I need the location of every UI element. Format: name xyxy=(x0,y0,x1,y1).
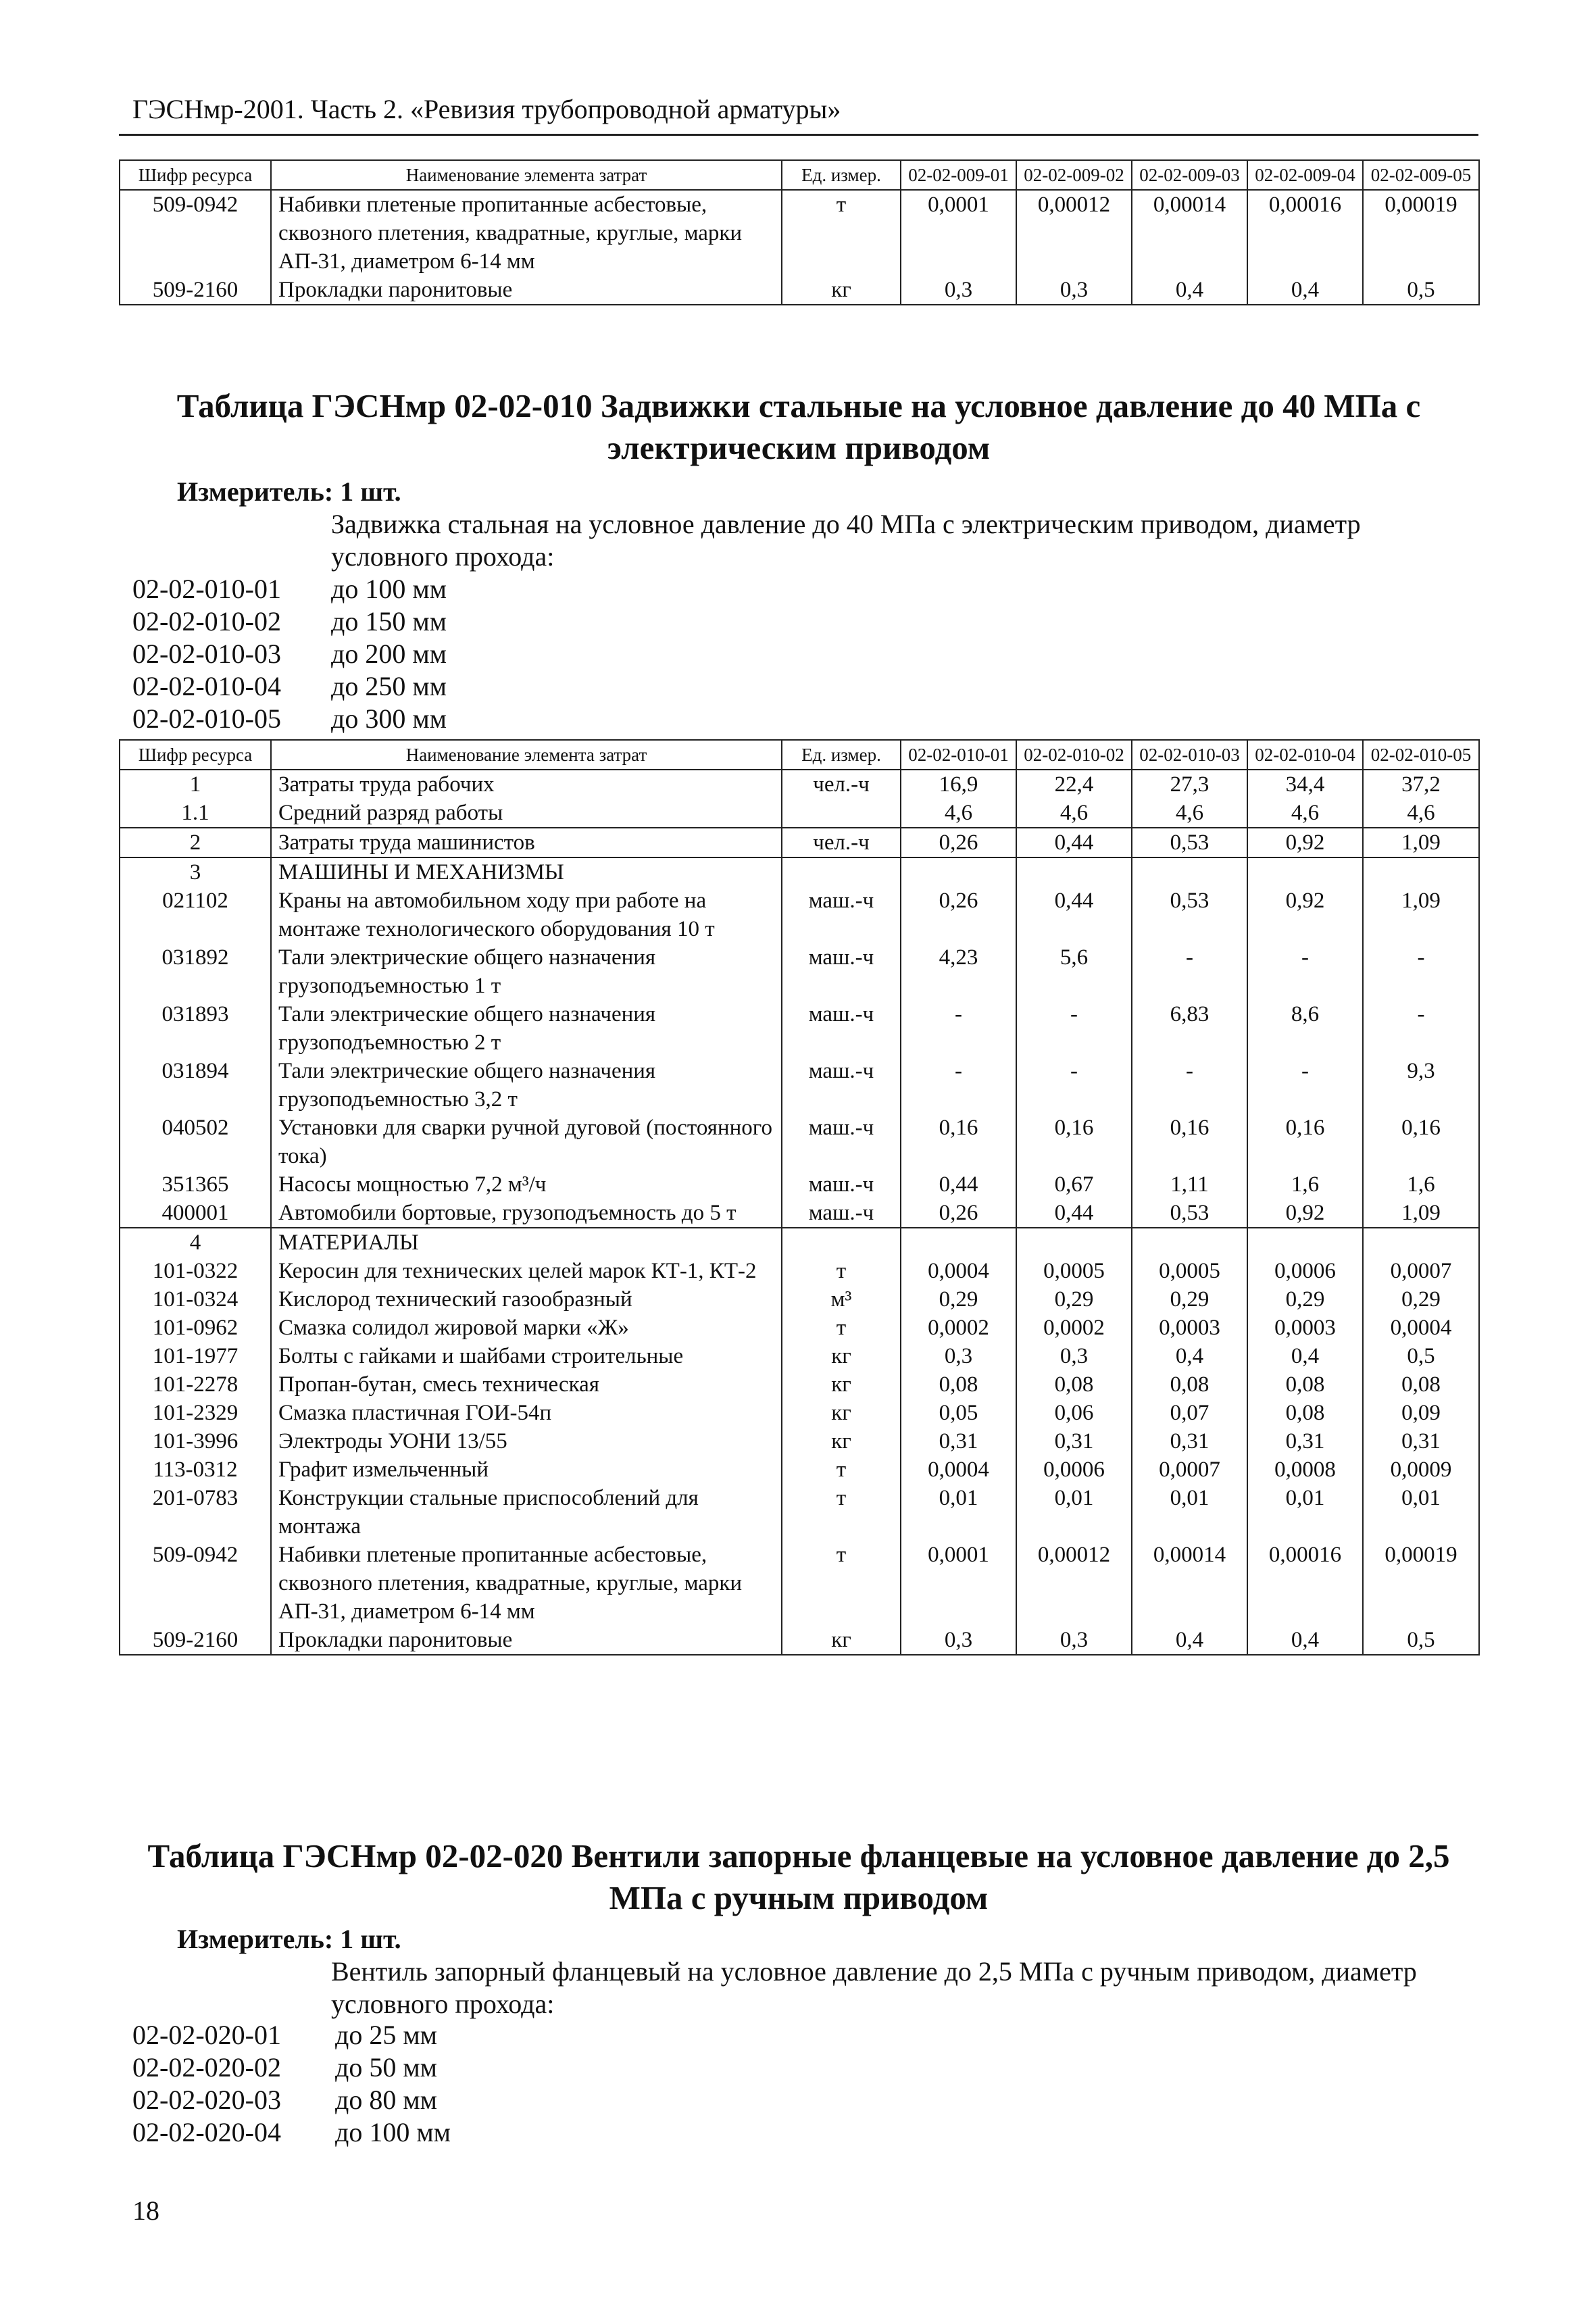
variant-item xyxy=(132,703,447,735)
cell-name: Конструкции стальные приспособлений для монтажа xyxy=(271,1484,782,1541)
cell-unit: кг xyxy=(782,1399,901,1427)
cell-value: 4,6 xyxy=(901,799,1016,828)
cell-value: 6,83 xyxy=(1132,1000,1247,1057)
table-row xyxy=(120,1000,1479,1057)
cell-name: Смазка пластичная ГОИ-54п xyxy=(271,1399,782,1427)
cell-value: 4,6 xyxy=(1363,799,1479,828)
cell-name: Затраты труда рабочих xyxy=(271,770,782,799)
cell-unit: чел.-ч xyxy=(782,770,901,799)
cell-code: 101-3996 xyxy=(120,1427,271,1455)
table-row xyxy=(120,857,1479,887)
variant-item xyxy=(132,2084,451,2116)
cell-value: 0,00012 xyxy=(1016,1541,1132,1626)
cell-value: - xyxy=(1247,943,1363,1000)
cell-value: - xyxy=(901,1057,1016,1114)
cell-unit: кг xyxy=(782,1370,901,1399)
cell-value: 0,08 xyxy=(1363,1370,1479,1399)
cell-code: 509-0942 xyxy=(120,190,271,276)
cell-code: 101-0322 xyxy=(120,1257,271,1285)
variant-label: до 80 мм xyxy=(335,2085,437,2115)
cell-value: 0,44 xyxy=(1016,828,1132,857)
cell-unit: чел.-ч xyxy=(782,828,901,857)
cell-value: 0,00016 xyxy=(1247,190,1363,276)
cell-value: 0,0004 xyxy=(1363,1314,1479,1342)
cell-value: 34,4 xyxy=(1247,770,1363,799)
table-row xyxy=(120,190,1479,276)
cell-unit: маш.-ч xyxy=(782,887,901,943)
cell-name: Набивки плетеные пропитанные асбестовые, сквозного плетения, квадратные, круглые, марки АП-31, диаметром 6-14 мм xyxy=(271,190,782,276)
table-row xyxy=(120,1170,1479,1199)
cell-value xyxy=(1247,857,1363,887)
cell-value: 0,01 xyxy=(1247,1484,1363,1541)
variant-label: до 100 мм xyxy=(335,2117,451,2147)
cell-code: 351365 xyxy=(120,1170,271,1199)
cell-code: 021102 xyxy=(120,887,271,943)
cell-value: 0,44 xyxy=(901,1170,1016,1199)
table-row xyxy=(120,1285,1479,1314)
cell-value: 0,08 xyxy=(1016,1370,1132,1399)
cell-name: Тали электрические общего назначения грузоподъемностью 1 т xyxy=(271,943,782,1000)
cell-name: Смазка солидол жировой марки «Ж» xyxy=(271,1314,782,1342)
cell-value: 37,2 xyxy=(1363,770,1479,799)
cell-value: 0,01 xyxy=(1363,1484,1479,1541)
variant-item xyxy=(132,2116,451,2149)
table-row xyxy=(120,887,1479,943)
cell-name: Установки для сварки ручной дуговой (постоянного тока) xyxy=(271,1114,782,1170)
cell-code: 509-0942 xyxy=(120,1541,271,1626)
cell-code: 113-0312 xyxy=(120,1455,271,1484)
cell-value: 0,92 xyxy=(1247,887,1363,943)
cell-value: 0,01 xyxy=(1016,1484,1132,1541)
col-header-variant: 02-02-010-04 xyxy=(1247,740,1363,770)
table-row xyxy=(120,828,1479,857)
cell-name: Краны на автомобильном ходу при работе на монтаже технологического оборудования 10 т xyxy=(271,887,782,943)
cell-value: 0,0007 xyxy=(1363,1257,1479,1285)
variant-label: до 25 мм xyxy=(335,2020,437,2050)
cell-value: 0,01 xyxy=(1132,1484,1247,1541)
cell-code: 101-1977 xyxy=(120,1342,271,1370)
section-description: Задвижка стальная на условное давление до 40 МПа с электрическим приводом, диаметр условного прохода: xyxy=(331,509,1361,572)
measurer-label: Измеритель: 1 шт. xyxy=(177,1924,401,1954)
cell-code: 3 xyxy=(120,857,271,887)
section-title-02-02-020: Таблица ГЭСНмр 02-02-020 Вентили запорные фланцевые на условное давление до 2,5 МПа с ручным приводом xyxy=(147,1837,1450,1916)
running-header: ГЭСНмр-2001. Часть 2. «Ревизия трубопроводной арматуры» xyxy=(132,94,841,124)
cell-value: 0,0007 xyxy=(1132,1455,1247,1484)
variant-label: до 300 мм xyxy=(331,703,447,734)
cell-value: 0,16 xyxy=(1363,1114,1479,1170)
table-header-row xyxy=(120,740,1479,770)
cell-value: 4,6 xyxy=(1132,799,1247,828)
cell-name: Электроды УОНИ 13/55 xyxy=(271,1427,782,1455)
cell-unit: т xyxy=(782,1455,901,1484)
cell-value xyxy=(1016,857,1132,887)
cell-value: 0,26 xyxy=(901,887,1016,943)
cell-name: МАТЕРИАЛЫ xyxy=(271,1228,782,1257)
cell-value: 0,53 xyxy=(1132,1199,1247,1228)
cell-value: 0,53 xyxy=(1132,887,1247,943)
cell-code: 040502 xyxy=(120,1114,271,1170)
cell-value: 0,00016 xyxy=(1247,1541,1363,1626)
cell-code: 509-2160 xyxy=(120,276,271,305)
cell-value: 0,3 xyxy=(901,1626,1016,1655)
table-row xyxy=(120,943,1479,1000)
table-row xyxy=(120,799,1479,828)
variant-item xyxy=(132,2019,451,2051)
col-header-variant: 02-02-009-02 xyxy=(1016,160,1132,190)
cell-value: 4,23 xyxy=(901,943,1016,1000)
cell-unit: маш.-ч xyxy=(782,1170,901,1199)
cell-value: 0,0001 xyxy=(901,190,1016,276)
cell-value: 0,0008 xyxy=(1247,1455,1363,1484)
header-rule xyxy=(119,134,1478,136)
cell-value: 0,92 xyxy=(1247,1199,1363,1228)
cell-unit: т xyxy=(782,190,901,276)
cell-unit: кг xyxy=(782,1626,901,1655)
cell-value: 0,07 xyxy=(1132,1399,1247,1427)
cell-name: Графит измельченный xyxy=(271,1455,782,1484)
cell-value xyxy=(1016,1228,1132,1257)
cell-unit: кг xyxy=(782,1427,901,1455)
cell-name: Средний разряд работы xyxy=(271,799,782,828)
table-row xyxy=(120,1455,1479,1484)
cell-value: 9,3 xyxy=(1363,1057,1479,1114)
cell-value: 0,08 xyxy=(1132,1370,1247,1399)
cell-value: 0,31 xyxy=(1132,1427,1247,1455)
cell-value: 0,5 xyxy=(1363,1626,1479,1655)
cell-value xyxy=(1363,1228,1479,1257)
col-header-name: Наименование элемента затрат xyxy=(271,740,782,770)
cell-value xyxy=(1132,857,1247,887)
cell-value: - xyxy=(1363,943,1479,1000)
variant-label: до 100 мм xyxy=(331,574,447,604)
variant-code: 02-02-010-03 xyxy=(132,639,281,669)
variant-code: 02-02-010-01 xyxy=(132,574,281,604)
cell-code: 4 xyxy=(120,1228,271,1257)
variant-item xyxy=(132,670,447,703)
cell-value: 1,09 xyxy=(1363,887,1479,943)
cell-value: 0,16 xyxy=(1016,1114,1132,1170)
cell-unit xyxy=(782,857,901,887)
cell-value: 0,06 xyxy=(1016,1399,1132,1427)
cell-unit: кг xyxy=(782,276,901,305)
cell-value: 0,0003 xyxy=(1247,1314,1363,1342)
variant-item xyxy=(132,605,447,638)
table-row xyxy=(120,1541,1479,1626)
col-header-variant: 02-02-009-03 xyxy=(1132,160,1247,190)
cell-unit: маш.-ч xyxy=(782,943,901,1000)
cell-value: 0,4 xyxy=(1132,276,1247,305)
cell-value: 0,0002 xyxy=(1016,1314,1132,1342)
cell-value: - xyxy=(1363,1000,1479,1057)
variant-label: до 50 мм xyxy=(335,2052,437,2083)
variant-label: до 250 мм xyxy=(331,671,447,701)
cell-code: 1.1 xyxy=(120,799,271,828)
cell-value: 0,05 xyxy=(901,1399,1016,1427)
table-row xyxy=(120,1199,1479,1228)
cell-value: 0,92 xyxy=(1247,828,1363,857)
cell-unit: т xyxy=(782,1257,901,1285)
cell-value: 0,5 xyxy=(1363,276,1479,305)
cell-value: 0,26 xyxy=(901,1199,1016,1228)
table-02-02-009-continuation xyxy=(119,159,1480,305)
col-header-variant: 02-02-010-05 xyxy=(1363,740,1479,770)
cell-unit xyxy=(782,799,901,828)
cell-value xyxy=(901,857,1016,887)
table-row xyxy=(120,1399,1479,1427)
cell-value: 0,0006 xyxy=(1016,1455,1132,1484)
cell-name: Набивки плетеные пропитанные асбестовые, сквозного плетения, квадратные, круглые, марки АП-31, диаметром 6-14 мм xyxy=(271,1541,782,1626)
cell-value: - xyxy=(1132,943,1247,1000)
cell-value: 0,5 xyxy=(1363,1342,1479,1370)
cell-value: 0,29 xyxy=(1016,1285,1132,1314)
cell-value: 1,6 xyxy=(1363,1170,1479,1199)
col-header-unit: Ед. измер. xyxy=(782,740,901,770)
cell-value: 0,0002 xyxy=(901,1314,1016,1342)
cell-code: 031892 xyxy=(120,943,271,1000)
table-row xyxy=(120,1257,1479,1285)
cell-name: Керосин для технических целей марок КТ-1, КТ-2 xyxy=(271,1257,782,1285)
cell-value: 27,3 xyxy=(1132,770,1247,799)
cell-name: Насосы мощностью 7,2 м³/ч xyxy=(271,1170,782,1199)
cell-name: Автомобили бортовые, грузоподъемность до 5 т xyxy=(271,1199,782,1228)
col-header-variant: 02-02-009-05 xyxy=(1363,160,1479,190)
cell-value: 0,0006 xyxy=(1247,1257,1363,1285)
cell-code: 101-0324 xyxy=(120,1285,271,1314)
cell-value: 4,6 xyxy=(1016,799,1132,828)
cell-value: 0,44 xyxy=(1016,887,1132,943)
cell-value: 0,00014 xyxy=(1132,190,1247,276)
cell-value: 0,0005 xyxy=(1016,1257,1132,1285)
cell-value: 5,6 xyxy=(1016,943,1132,1000)
cell-value: 1,6 xyxy=(1247,1170,1363,1199)
cell-value: - xyxy=(1016,1000,1132,1057)
cell-value: - xyxy=(901,1000,1016,1057)
variant-code: 02-02-010-04 xyxy=(132,671,281,701)
table-row xyxy=(120,1114,1479,1170)
cell-value: 0,67 xyxy=(1016,1170,1132,1199)
table-row xyxy=(120,1314,1479,1342)
table-row xyxy=(120,1228,1479,1257)
cell-value: 0,0009 xyxy=(1363,1455,1479,1484)
cell-unit: т xyxy=(782,1484,901,1541)
cell-code: 509-2160 xyxy=(120,1626,271,1655)
table-02-02-010 xyxy=(119,739,1480,1656)
cell-value: 8,6 xyxy=(1247,1000,1363,1057)
table-header-row xyxy=(120,160,1479,190)
cell-value: 0,3 xyxy=(1016,1342,1132,1370)
cell-name: Прокладки паронитовые xyxy=(271,276,782,305)
cell-value: 0,3 xyxy=(901,1342,1016,1370)
cell-code: 031893 xyxy=(120,1000,271,1057)
cell-value: 4,6 xyxy=(1247,799,1363,828)
cell-code: 101-2278 xyxy=(120,1370,271,1399)
variant-label: до 200 мм xyxy=(331,639,447,669)
cell-value: - xyxy=(1247,1057,1363,1114)
table-row xyxy=(120,1057,1479,1114)
cell-value: - xyxy=(1016,1057,1132,1114)
cell-value: 0,4 xyxy=(1132,1342,1247,1370)
cell-code: 031894 xyxy=(120,1057,271,1114)
col-header-unit: Ед. измер. xyxy=(782,160,901,190)
cell-value: 0,31 xyxy=(1363,1427,1479,1455)
section-description: Вентиль запорный фланцевый на условное давление до 2,5 МПа с ручным приводом, диаметр условного прохода: xyxy=(331,1956,1417,2019)
variant-code: 02-02-010-02 xyxy=(132,606,281,637)
variant-item xyxy=(132,573,447,605)
cell-value: 0,29 xyxy=(1132,1285,1247,1314)
cell-name: Тали электрические общего назначения грузоподъемностью 3,2 т xyxy=(271,1057,782,1114)
cell-value: 0,4 xyxy=(1132,1626,1247,1655)
cell-value: 0,08 xyxy=(901,1370,1016,1399)
col-header-code: Шифр ресурса xyxy=(120,160,271,190)
cell-value xyxy=(1363,857,1479,887)
cell-value: 0,00019 xyxy=(1363,190,1479,276)
variant-code: 02-02-020-04 xyxy=(132,2117,281,2147)
cell-value: 0,26 xyxy=(901,828,1016,857)
cell-value: 0,4 xyxy=(1247,1342,1363,1370)
table-row xyxy=(120,276,1479,305)
cell-unit: маш.-ч xyxy=(782,1199,901,1228)
table-row xyxy=(120,1342,1479,1370)
table-row xyxy=(120,1484,1479,1541)
table-row xyxy=(120,1626,1479,1655)
cell-name: Тали электрические общего назначения грузоподъемностью 2 т xyxy=(271,1000,782,1057)
cell-value: 0,16 xyxy=(1132,1114,1247,1170)
cell-value: 0,31 xyxy=(1016,1427,1132,1455)
cell-value: 0,0005 xyxy=(1132,1257,1247,1285)
cell-value: 0,0004 xyxy=(901,1455,1016,1484)
cell-value: 0,16 xyxy=(1247,1114,1363,1170)
cell-unit: маш.-ч xyxy=(782,1000,901,1057)
col-header-name: Наименование элемента затрат xyxy=(271,160,782,190)
measurer-label: Измеритель: 1 шт. xyxy=(177,476,401,507)
cell-name: Кислород технический газообразный xyxy=(271,1285,782,1314)
table-row xyxy=(120,1427,1479,1455)
table-body xyxy=(120,770,1479,1655)
cell-value: 0,00012 xyxy=(1016,190,1132,276)
cell-value: 0,09 xyxy=(1363,1399,1479,1427)
cell-value: 0,00019 xyxy=(1363,1541,1479,1626)
page-number: 18 xyxy=(132,2195,159,2226)
cell-value: 0,4 xyxy=(1247,1626,1363,1655)
cell-value: 0,01 xyxy=(901,1484,1016,1541)
cell-name: Затраты труда машинистов xyxy=(271,828,782,857)
cell-code: 201-0783 xyxy=(120,1484,271,1541)
col-header-variant: 02-02-009-04 xyxy=(1247,160,1363,190)
cell-unit: маш.-ч xyxy=(782,1057,901,1114)
cell-unit: т xyxy=(782,1541,901,1626)
col-header-variant: 02-02-009-01 xyxy=(901,160,1016,190)
table-row xyxy=(120,770,1479,799)
variant-item xyxy=(132,638,447,670)
cell-value: 0,3 xyxy=(901,276,1016,305)
cell-code: 400001 xyxy=(120,1199,271,1228)
cell-code: 101-2329 xyxy=(120,1399,271,1427)
cell-value: 1,09 xyxy=(1363,1199,1479,1228)
cell-value: 0,53 xyxy=(1132,828,1247,857)
cell-value: - xyxy=(1132,1057,1247,1114)
cell-value xyxy=(1247,1228,1363,1257)
cell-value xyxy=(1132,1228,1247,1257)
cell-unit: кг xyxy=(782,1342,901,1370)
cell-value: 0,0003 xyxy=(1132,1314,1247,1342)
cell-value: 0,08 xyxy=(1247,1399,1363,1427)
cell-value: 0,3 xyxy=(1016,1626,1132,1655)
cell-unit xyxy=(782,1228,901,1257)
cell-value: 0,44 xyxy=(1016,1199,1132,1228)
cell-unit: м³ xyxy=(782,1285,901,1314)
variant-code: 02-02-020-01 xyxy=(132,2020,281,2050)
cell-code: 101-0962 xyxy=(120,1314,271,1342)
variant-code: 02-02-020-02 xyxy=(132,2052,281,2083)
cell-value: 0,08 xyxy=(1247,1370,1363,1399)
cell-unit: маш.-ч xyxy=(782,1114,901,1170)
cell-unit: т xyxy=(782,1314,901,1342)
variant-list xyxy=(132,2019,451,2149)
variant-list xyxy=(132,573,447,735)
cell-name: Пропан-бутан, смесь техническая xyxy=(271,1370,782,1399)
cell-value: 0,00014 xyxy=(1132,1541,1247,1626)
cell-value: 0,4 xyxy=(1247,276,1363,305)
col-header-code: Шифр ресурса xyxy=(120,740,271,770)
cell-value: 16,9 xyxy=(901,770,1016,799)
cell-name: МАШИНЫ И МЕХАНИЗМЫ xyxy=(271,857,782,887)
cell-value: 0,31 xyxy=(1247,1427,1363,1455)
cell-value: 0,3 xyxy=(1016,276,1132,305)
cell-code: 2 xyxy=(120,828,271,857)
variant-label: до 150 мм xyxy=(331,606,447,637)
cell-value: 0,31 xyxy=(901,1427,1016,1455)
variant-code: 02-02-020-03 xyxy=(132,2085,281,2115)
cell-value: 1,09 xyxy=(1363,828,1479,857)
cell-value: 0,29 xyxy=(1363,1285,1479,1314)
cell-value: 0,16 xyxy=(901,1114,1016,1170)
cell-name: Прокладки паронитовые xyxy=(271,1626,782,1655)
table-row xyxy=(120,1370,1479,1399)
cell-value: 0,0004 xyxy=(901,1257,1016,1285)
variant-code: 02-02-010-05 xyxy=(132,703,281,734)
cell-value xyxy=(901,1228,1016,1257)
cell-value: 0,0001 xyxy=(901,1541,1016,1626)
cell-value: 1,11 xyxy=(1132,1170,1247,1199)
col-header-variant: 02-02-010-03 xyxy=(1132,740,1247,770)
cell-value: 0,29 xyxy=(901,1285,1016,1314)
col-header-variant: 02-02-010-02 xyxy=(1016,740,1132,770)
cell-value: 0,29 xyxy=(1247,1285,1363,1314)
col-header-variant: 02-02-010-01 xyxy=(901,740,1016,770)
cell-value: 22,4 xyxy=(1016,770,1132,799)
section-title-02-02-010: Таблица ГЭСНмр 02-02-010 Задвижки стальные на условное давление до 40 МПа с электрическим приводом xyxy=(176,387,1421,466)
cell-name: Болты с гайками и шайбами строительные xyxy=(271,1342,782,1370)
cell-code: 1 xyxy=(120,770,271,799)
variant-item xyxy=(132,2051,451,2084)
